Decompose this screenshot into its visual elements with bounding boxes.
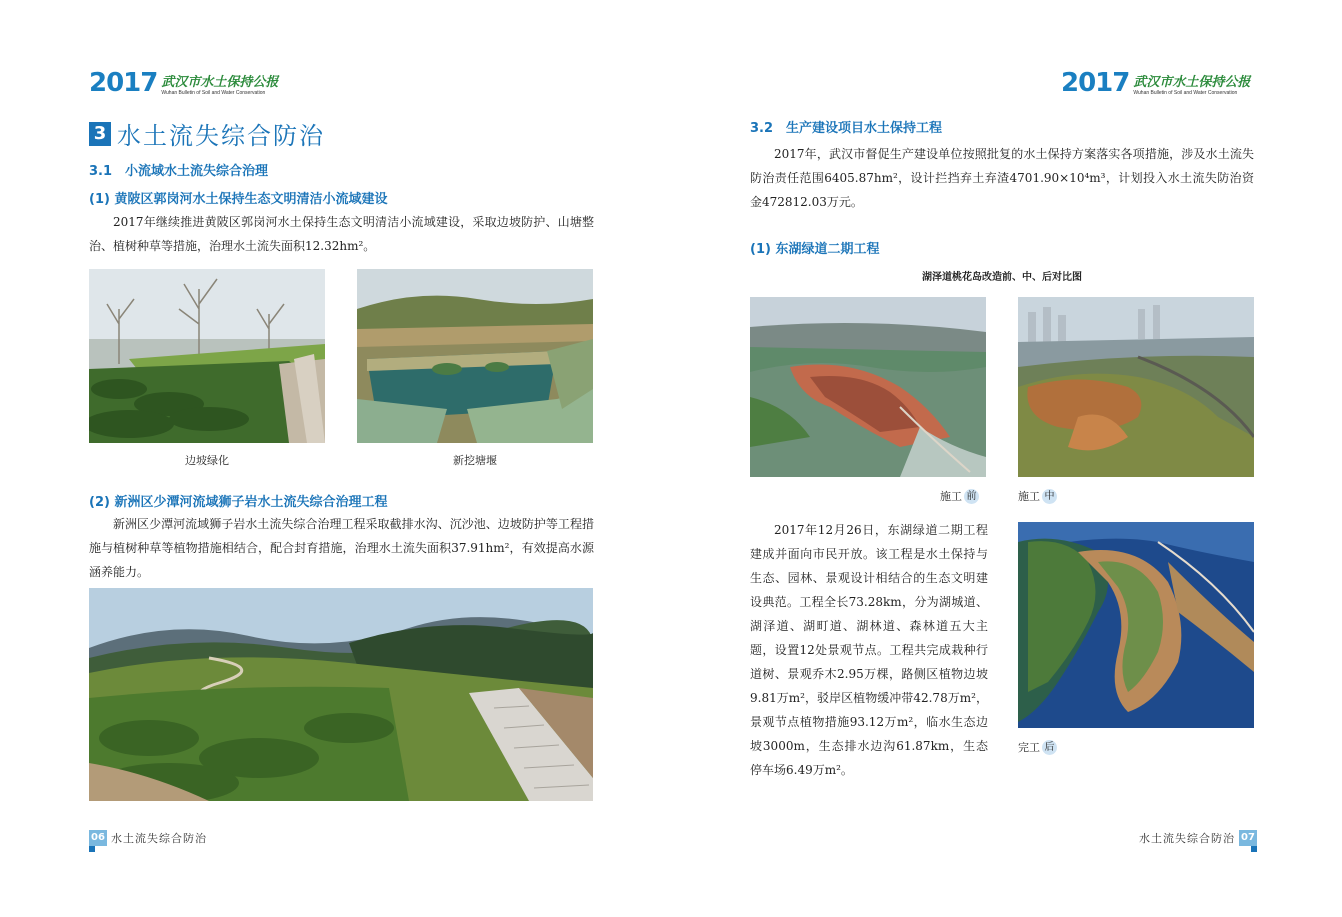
logo-title: 武汉市水土保持公报 bbox=[161, 75, 279, 90]
page-footer bbox=[1139, 830, 1257, 846]
before-label bbox=[940, 488, 979, 504]
item-heading: (1) 东湖绿道二期工程 bbox=[750, 242, 880, 257]
logo-year: 2017 bbox=[1061, 68, 1130, 98]
after-aerial-photo bbox=[1018, 522, 1254, 728]
logo-year: 2017 bbox=[89, 68, 158, 98]
before-aerial-photo bbox=[750, 297, 986, 477]
section-number: 3 bbox=[89, 122, 111, 146]
bulletin-logo bbox=[89, 70, 278, 96]
stage-marker: 前 bbox=[964, 489, 979, 504]
intro-paragraph: 2017年，武汉市督促生产建设单位按照批复的水土保持方案落实各项措施，涉及水土流失防治责任范围6405.87hm²，设计拦挡弃土弃渣4701.90×10⁴m³，计划投入水土流失防治资金472812.03万元。 bbox=[750, 147, 1254, 209]
item-heading: (2) 新洲区少潭河流域狮子岩水土流失综合治理工程 bbox=[89, 495, 388, 510]
bulletin-logo bbox=[1061, 70, 1250, 96]
stage-marker: 后 bbox=[1042, 740, 1057, 755]
stage-marker: 中 bbox=[1042, 489, 1057, 504]
slope-greening-photo bbox=[89, 269, 325, 443]
footer-chapter: 水土流失综合防治 bbox=[111, 832, 207, 845]
photo-caption: 边坡绿化 bbox=[185, 454, 229, 467]
stage-label-prefix: 施工 bbox=[1018, 490, 1040, 503]
during-label bbox=[1018, 488, 1057, 504]
figure-caption: 湖泽道桃花岛改造前、中、后对比图 bbox=[922, 272, 1082, 283]
stage-label-prefix: 完工 bbox=[1018, 741, 1040, 754]
new-pond-photo bbox=[357, 269, 593, 443]
logo-subtitle: Wuhan Bulletin of Soil and Water Conservation bbox=[1133, 90, 1238, 96]
shiziyan-panorama-photo bbox=[89, 588, 593, 801]
subsection-heading: 3.2 生产建设项目水土保持工程 bbox=[750, 121, 943, 136]
item-paragraph: 新洲区少潭河流域狮子岩水土流失综合治理工程采取截排水沟、沉沙池、边坡防护等工程措施与植树种草等植物措施相结合，配合封育措施，治理水土流失面积37.91hm²，有效提高水源涵养能力。 bbox=[89, 517, 594, 579]
stage-label-prefix: 施工 bbox=[940, 490, 962, 503]
subsection-heading: 3.1 小流域水土流失综合治理 bbox=[89, 164, 269, 179]
during-aerial-photo bbox=[1018, 297, 1254, 477]
item-paragraph: 2017年继续推进黄陂区郭岗河水土保持生态文明清洁小流域建设，采取边坡防护、山塘整治、植树种草等措施，治理水土流失面积12.32hm²。 bbox=[89, 215, 594, 253]
item-heading: (1) 黄陂区郭岗河水土保持生态文明清洁小流域建设 bbox=[89, 192, 388, 207]
section-title: 水土流失综合防治 bbox=[117, 122, 325, 150]
logo-subtitle: Wuhan Bulletin of Soil and Water Conservation bbox=[161, 90, 266, 96]
project-paragraph: 2017年12月26日，东湖绿道二期工程建成并面向市民开放。该工程是水土保持与生态、园林、景观设计相结合的生态文明建设典范。工程全长73.28km，分为湖城道、湖泽道、湖町道、湖林道、森林道五大主题，设置12处景观节点。工程共完成栽种行道树、景观乔木2.95万棵，路侧区植物边坡9.81万m²，驳岸区植物缓冲带42.78万m²，景观节点植物措施93.12万m²，临水生态边坡3000m，生态排水边沟61.87km，生态停车场6.49万m²。 bbox=[750, 523, 988, 777]
right-page bbox=[671, 0, 1342, 917]
page-number: 06 bbox=[89, 830, 107, 846]
photo-caption: 新挖塘堰 bbox=[453, 454, 497, 467]
section-heading bbox=[89, 116, 325, 151]
page-number: 07 bbox=[1239, 830, 1257, 846]
footer-chapter: 水土流失综合防治 bbox=[1139, 832, 1235, 845]
after-label bbox=[1018, 739, 1057, 755]
logo-title: 武汉市水土保持公报 bbox=[1133, 75, 1251, 90]
page-footer bbox=[89, 830, 207, 846]
